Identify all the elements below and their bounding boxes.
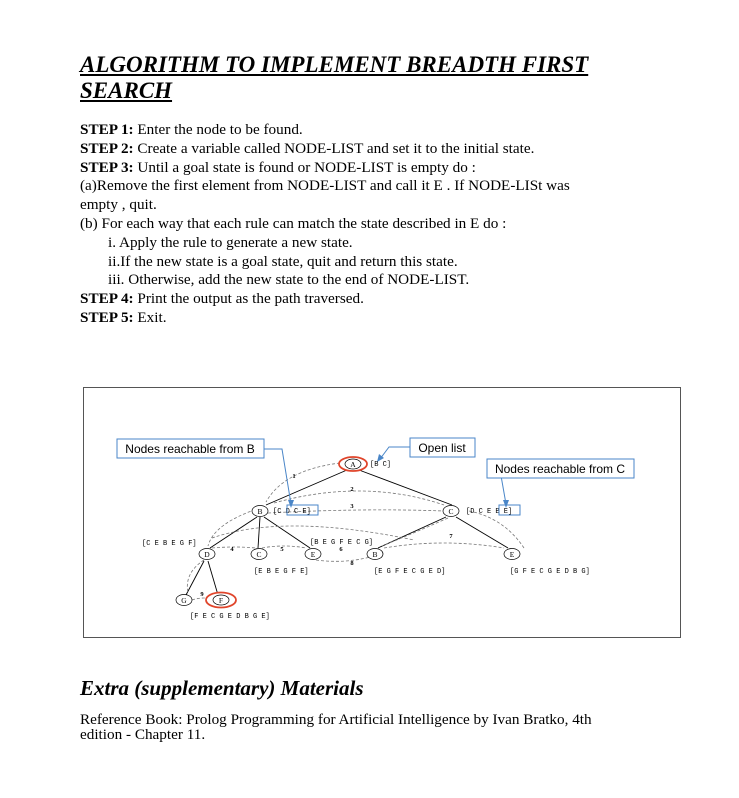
traversal-path	[187, 463, 524, 600]
path-1	[266, 463, 340, 502]
node-c	[443, 506, 459, 517]
step-line	[80, 253, 680, 272]
list-b-2: [E G F E C G E D]	[374, 568, 446, 576]
arrowhead-b	[288, 500, 294, 508]
order-5: 5	[280, 546, 284, 553]
node-c-2-label: C	[256, 550, 262, 559]
list-f: [F E C G E D B G E]	[190, 613, 270, 621]
callout-nodes-b	[117, 439, 264, 458]
step-line	[80, 140, 680, 159]
callout-open-list	[410, 438, 475, 457]
step-line	[80, 290, 680, 309]
list-c-2: [E B E G F E]	[254, 568, 309, 576]
arrowhead-c	[503, 500, 509, 508]
step-label: STEP 5:	[80, 308, 134, 326]
list-c: [D C E B E]	[466, 508, 513, 516]
edge-a-b	[266, 470, 347, 505]
step-text: Exit.	[133, 308, 167, 326]
list-e-2: [G F E C G E D B G]	[510, 568, 590, 576]
node-b-2	[367, 549, 383, 560]
order-9: 9	[200, 591, 204, 598]
path-10	[316, 556, 374, 561]
node-c-label: C	[448, 507, 454, 516]
order-labels	[200, 473, 453, 598]
order-3: 3	[350, 503, 354, 510]
edge-a-c	[359, 470, 452, 505]
path-9	[212, 526, 414, 540]
reference-line-2: edition - Chapter 11.	[80, 726, 206, 743]
order-2: 2	[350, 486, 354, 493]
bfs-tree-svg	[84, 388, 682, 639]
step-line	[80, 271, 680, 290]
bfs-diagram	[83, 387, 681, 638]
step-line	[80, 309, 680, 328]
step-text: Print the output as the path traversed.	[133, 290, 364, 308]
node-a	[339, 457, 367, 471]
edge-d-f	[208, 561, 218, 595]
extra-materials-heading: Extra (supplementary) Materials	[80, 676, 364, 700]
edge-b-d	[210, 517, 257, 548]
node-g	[176, 595, 192, 606]
step-label: STEP 2:	[80, 139, 134, 157]
edge-b-c	[258, 517, 260, 548]
reference-text	[80, 712, 660, 742]
step-text: Create a variable called NODE-LIST and set it to the initial state.	[133, 139, 535, 157]
path-6	[262, 546, 306, 548]
node-f	[206, 593, 236, 608]
order-4: 4	[230, 546, 234, 553]
title-line-1: ALGORITHM TO IMPLEMENT BREADTH FIRST	[80, 52, 589, 77]
node-a-label: A	[350, 460, 356, 469]
step-line	[80, 159, 680, 178]
path-2	[274, 491, 444, 505]
step-line	[80, 234, 680, 253]
tree-nodes	[176, 457, 520, 608]
edge-d-g	[186, 561, 204, 595]
node-c-2	[251, 549, 267, 560]
node-e-2-label: E	[509, 550, 515, 559]
reference-line-1: Reference Book: Prolog Programming for Artificial Intelligence by Ivan Bratko, 4th	[80, 711, 592, 728]
step-text: (a)Remove the first element from NODE-LIST and call it E . If NODE-LISt was	[80, 177, 570, 195]
page-title	[80, 52, 640, 104]
node-d-label: D	[204, 550, 210, 559]
step-text: iii. Otherwise, add the new state to the end of NODE-LIST.	[108, 271, 470, 289]
callout-nodes-c	[487, 459, 634, 478]
step-line	[80, 177, 680, 196]
path-5	[212, 547, 256, 548]
order-8: 8	[350, 560, 354, 567]
step-text: empty , quit.	[80, 196, 157, 214]
edge-b-e	[264, 517, 310, 548]
step-label: STEP 4:	[80, 290, 134, 308]
node-e	[305, 549, 321, 560]
tree-edges	[186, 470, 508, 595]
step-line	[80, 121, 680, 140]
order-7: 7	[449, 533, 453, 540]
step-text: ii.If the new state is a goal state, quit and return this state.	[108, 252, 458, 270]
node-f-label: F	[218, 596, 224, 605]
step-text: Enter the node to be found.	[133, 121, 303, 138]
list-a: [B C]	[370, 461, 392, 469]
callout-open-list-label: Open list	[418, 441, 466, 455]
callout-nodes-c-label: Nodes reachable from C	[494, 462, 626, 476]
path-4	[208, 507, 263, 546]
path-8	[384, 543, 504, 548]
step-line	[80, 196, 680, 215]
list-b: [C D C E]	[273, 508, 311, 516]
step-text: Until a goal state is found or NODE-LIST is empty do :	[133, 158, 476, 176]
node-b-label: B	[257, 507, 263, 516]
title-line-2: SEARCH	[80, 78, 173, 103]
node-g-label: G	[181, 596, 187, 605]
node-e-label: E	[310, 550, 316, 559]
algorithm-steps	[80, 121, 680, 328]
order-6: 6	[339, 546, 343, 553]
list-e-mid: [B E G F E C G]	[310, 539, 374, 547]
step-text: i. Apply the rule to generate a new state.	[108, 233, 353, 251]
node-b-2-label: B	[372, 550, 378, 559]
step-text: (b) For each way that each rule can match the state described in E do :	[80, 214, 507, 232]
list-d: [C E B E G F]	[142, 540, 197, 548]
step-label: STEP 1:	[80, 121, 134, 138]
step-line	[80, 215, 680, 234]
node-b	[252, 506, 268, 517]
node-e-2	[504, 549, 520, 560]
step-label: STEP 3:	[80, 158, 134, 176]
order-1: 1	[292, 473, 296, 480]
callout-nodes-b-label: Nodes reachable from B	[125, 442, 255, 456]
path-7	[382, 518, 448, 546]
node-d	[199, 549, 215, 560]
callout-open-line	[380, 447, 410, 459]
